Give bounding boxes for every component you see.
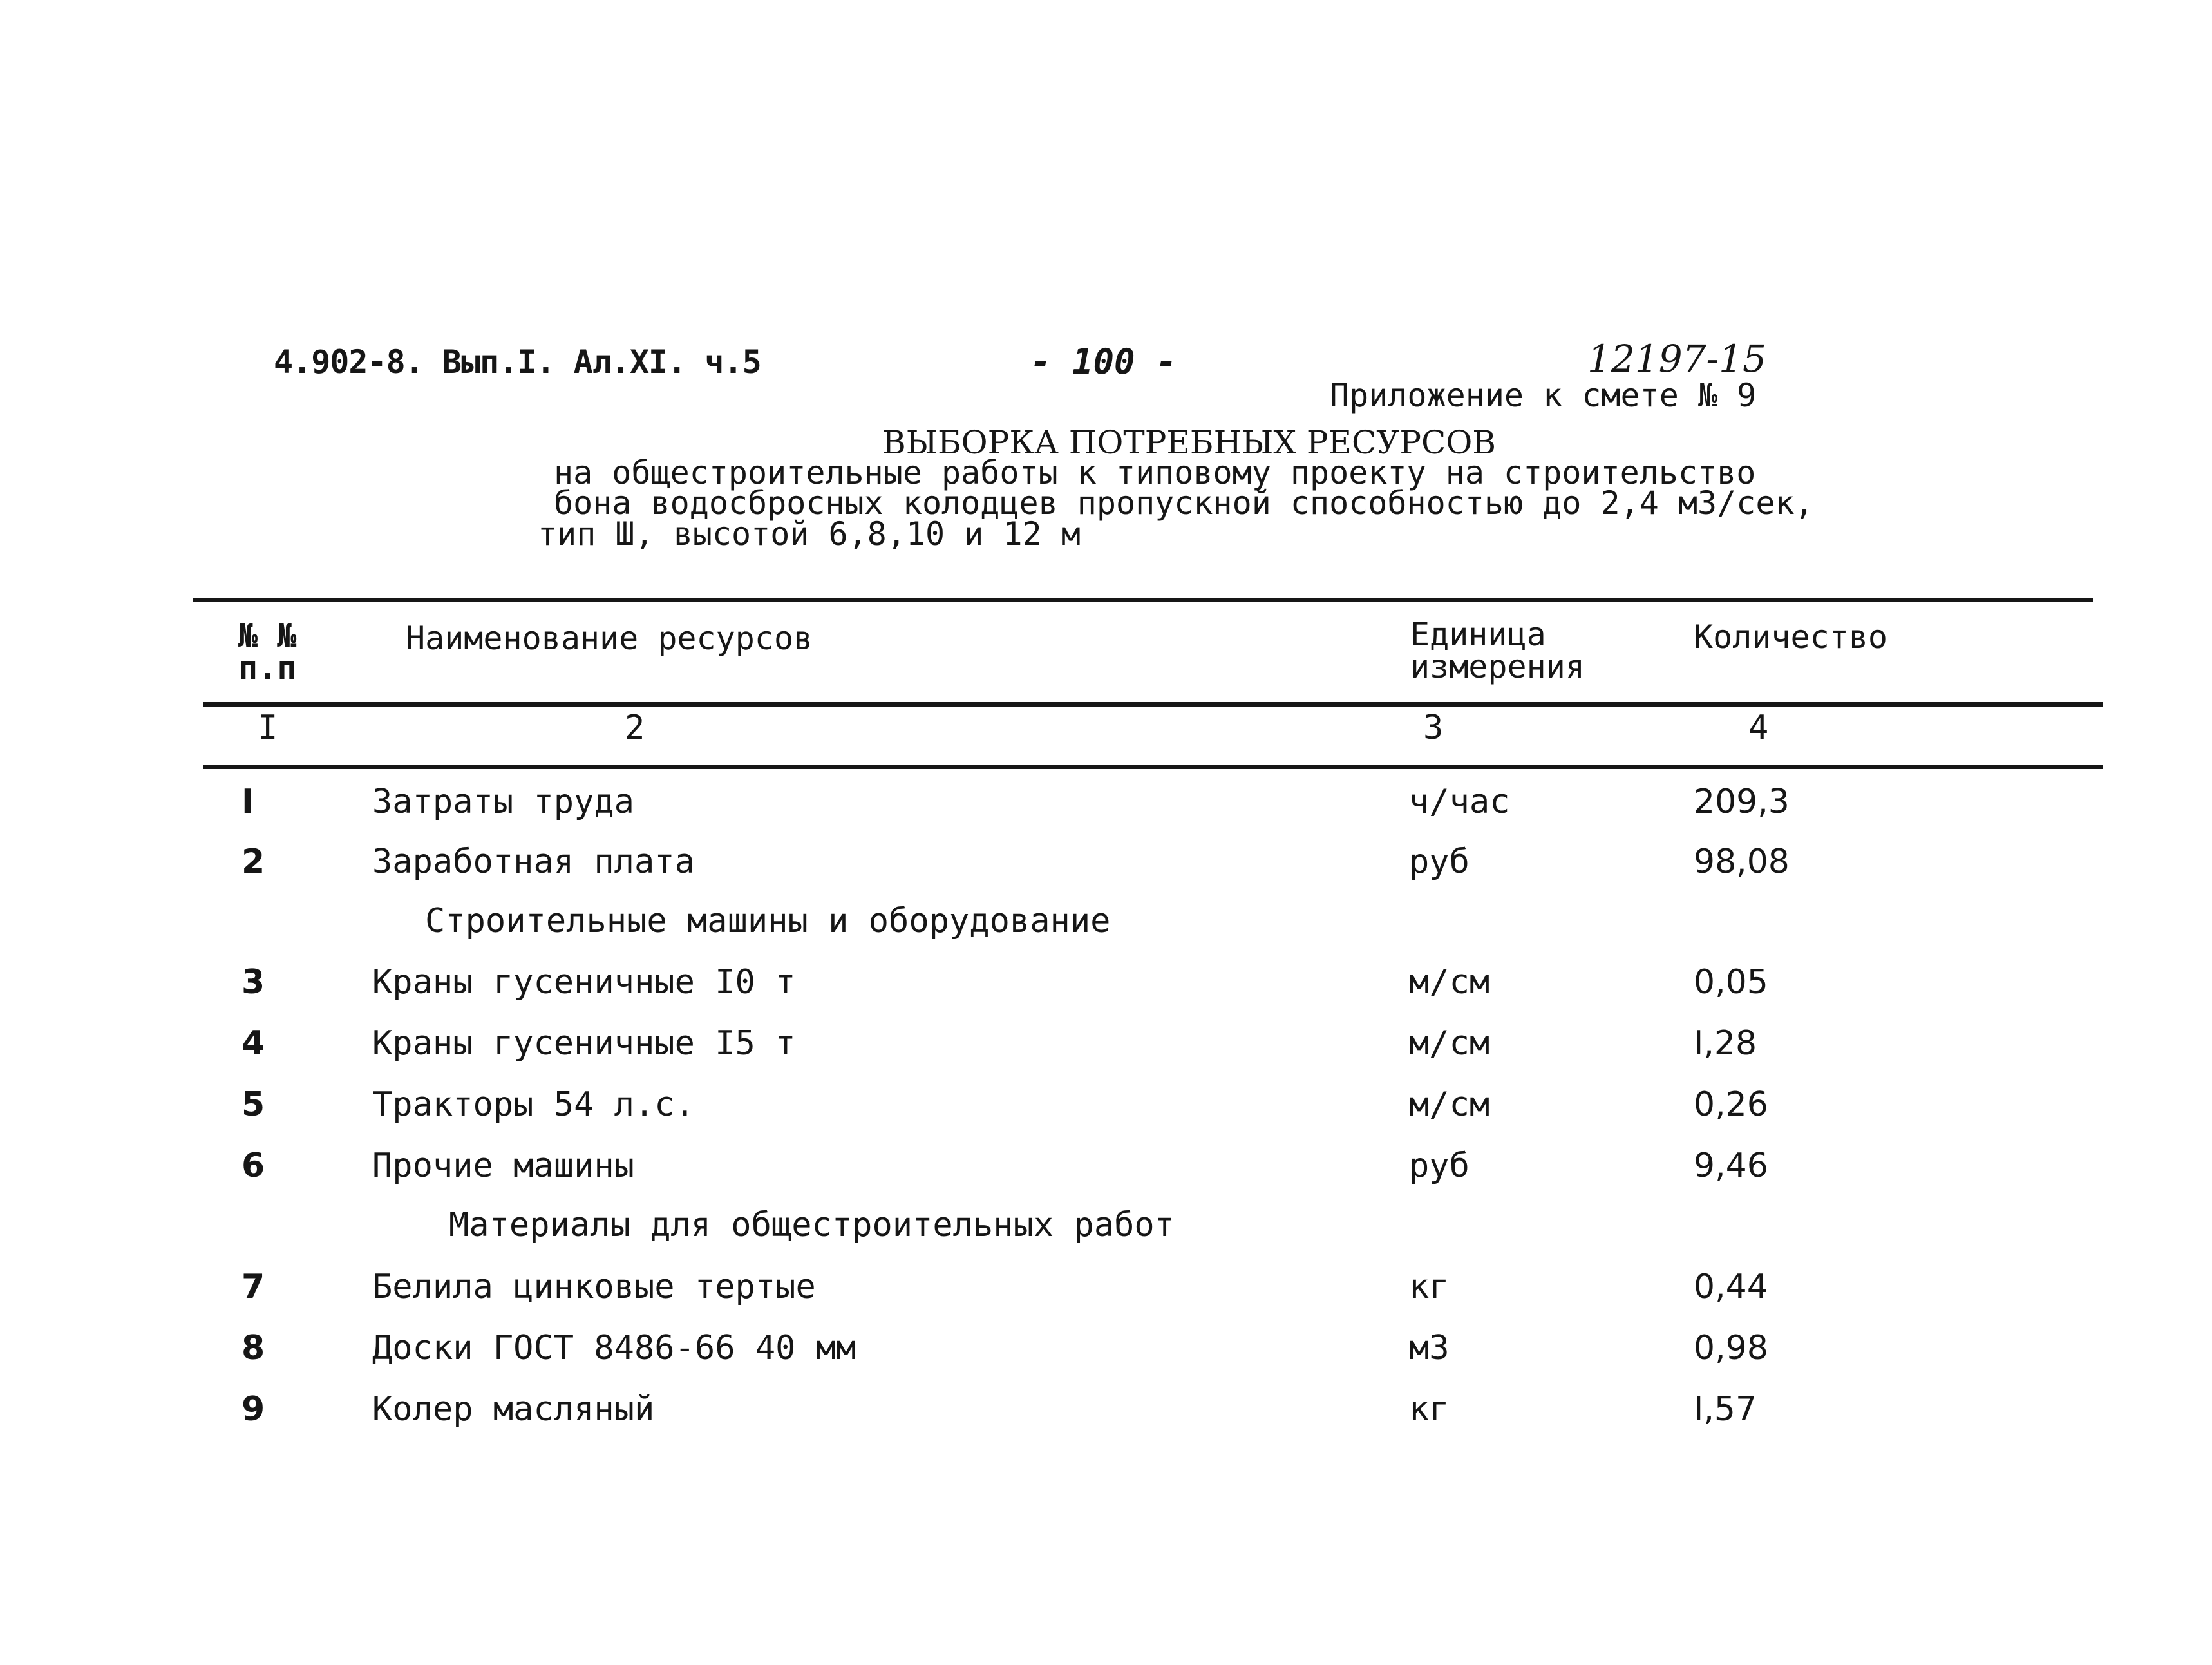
resource-name: Затраты труда	[372, 783, 634, 821]
section-heading-machines: Строительные машины и оборудование	[425, 902, 1111, 940]
document-code: 4.902-8. Вып.I. Ал.XI. ч.5	[274, 343, 761, 381]
row-number: 3	[241, 963, 265, 1002]
unit: кг	[1409, 1268, 1450, 1306]
table-top-rule	[193, 598, 2093, 602]
quantity: 0,05	[1694, 963, 1768, 1002]
unit: руб	[1409, 842, 1470, 881]
column-header-name: Наименование ресурсов	[406, 620, 813, 657]
resource-name: Краны гусеничные I5 т	[372, 1024, 796, 1063]
resource-name: Тракторы 54 л.с.	[372, 1085, 695, 1124]
column-header-unit: Единица измерения	[1410, 616, 1585, 685]
column-number: I	[258, 709, 278, 747]
table-row	[0, 842, 2212, 894]
row-number: 5	[241, 1085, 265, 1124]
unit: кг	[1409, 1390, 1450, 1429]
table-row	[0, 783, 2212, 834]
row-number: 6	[241, 1146, 265, 1185]
unit: ч/час	[1409, 783, 1510, 821]
unit: м/см	[1409, 963, 1490, 1002]
unit: м3	[1409, 1329, 1450, 1367]
quantity: 9,46	[1694, 1146, 1768, 1185]
unit: м/см	[1409, 1085, 1490, 1124]
resource-name: Доски ГОСТ 8486-66 40 мм	[372, 1329, 856, 1367]
table-row	[0, 1329, 2212, 1380]
document-title: ВЫБОРКА ПОТРЕБНЫХ РЕСУРСОВ	[882, 424, 1497, 461]
row-number: 8	[241, 1329, 265, 1367]
resource-name: Краны гусеничные I0 т	[372, 963, 796, 1002]
quantity: 0,44	[1694, 1268, 1768, 1306]
table-numbers-rule	[203, 765, 2103, 769]
title-subline: бона водосбросных колодцев пропускной способностью до 2,4 м3/сек,	[554, 484, 1814, 522]
table-row	[0, 1146, 2212, 1198]
row-number: 2	[241, 842, 265, 881]
page-number: - 100 -	[1030, 341, 1177, 382]
column-number: 2	[625, 709, 645, 747]
quantity: I,28	[1694, 1024, 1757, 1063]
table-row	[0, 1390, 2212, 1441]
unit: руб	[1409, 1146, 1470, 1185]
column-header-number: № № п.п	[238, 617, 297, 687]
quantity: 98,08	[1694, 842, 1790, 881]
quantity: 0,26	[1694, 1085, 1768, 1124]
table-row	[0, 1085, 2212, 1137]
quantity: 0,98	[1694, 1329, 1768, 1367]
appendix-label: Приложение к смете № 9	[1330, 377, 1757, 414]
quantity: I,57	[1694, 1390, 1757, 1429]
column-number: 3	[1423, 709, 1444, 747]
title-subline: тип Ш, высотой 6,8,10 и 12 м	[538, 515, 1081, 553]
section-heading-materials: Материалы для общестроительных работ	[449, 1206, 1175, 1244]
resource-name: Заработная плата	[372, 842, 695, 881]
resource-name: Белила цинковые тертые	[372, 1268, 816, 1306]
table-row	[0, 1268, 2212, 1319]
handwritten-number: 12197-15	[1587, 337, 1766, 381]
resource-name: Колер масляный	[372, 1390, 655, 1429]
row-number: 9	[241, 1390, 265, 1429]
column-number: 4	[1748, 709, 1769, 747]
row-number: 7	[241, 1268, 265, 1306]
row-number: I	[241, 783, 254, 821]
unit: м/см	[1409, 1024, 1490, 1063]
quantity: 209,3	[1694, 783, 1790, 821]
table-header-rule	[203, 702, 2103, 707]
title-subline: на общестроительные работы к типовому проекту на строительство	[554, 454, 1756, 491]
column-header-quantity: Количество	[1694, 618, 1888, 656]
table-row	[0, 1024, 2212, 1076]
resource-name: Прочие машины	[372, 1146, 634, 1185]
row-number: 4	[241, 1024, 265, 1063]
table-row	[0, 963, 2212, 1014]
